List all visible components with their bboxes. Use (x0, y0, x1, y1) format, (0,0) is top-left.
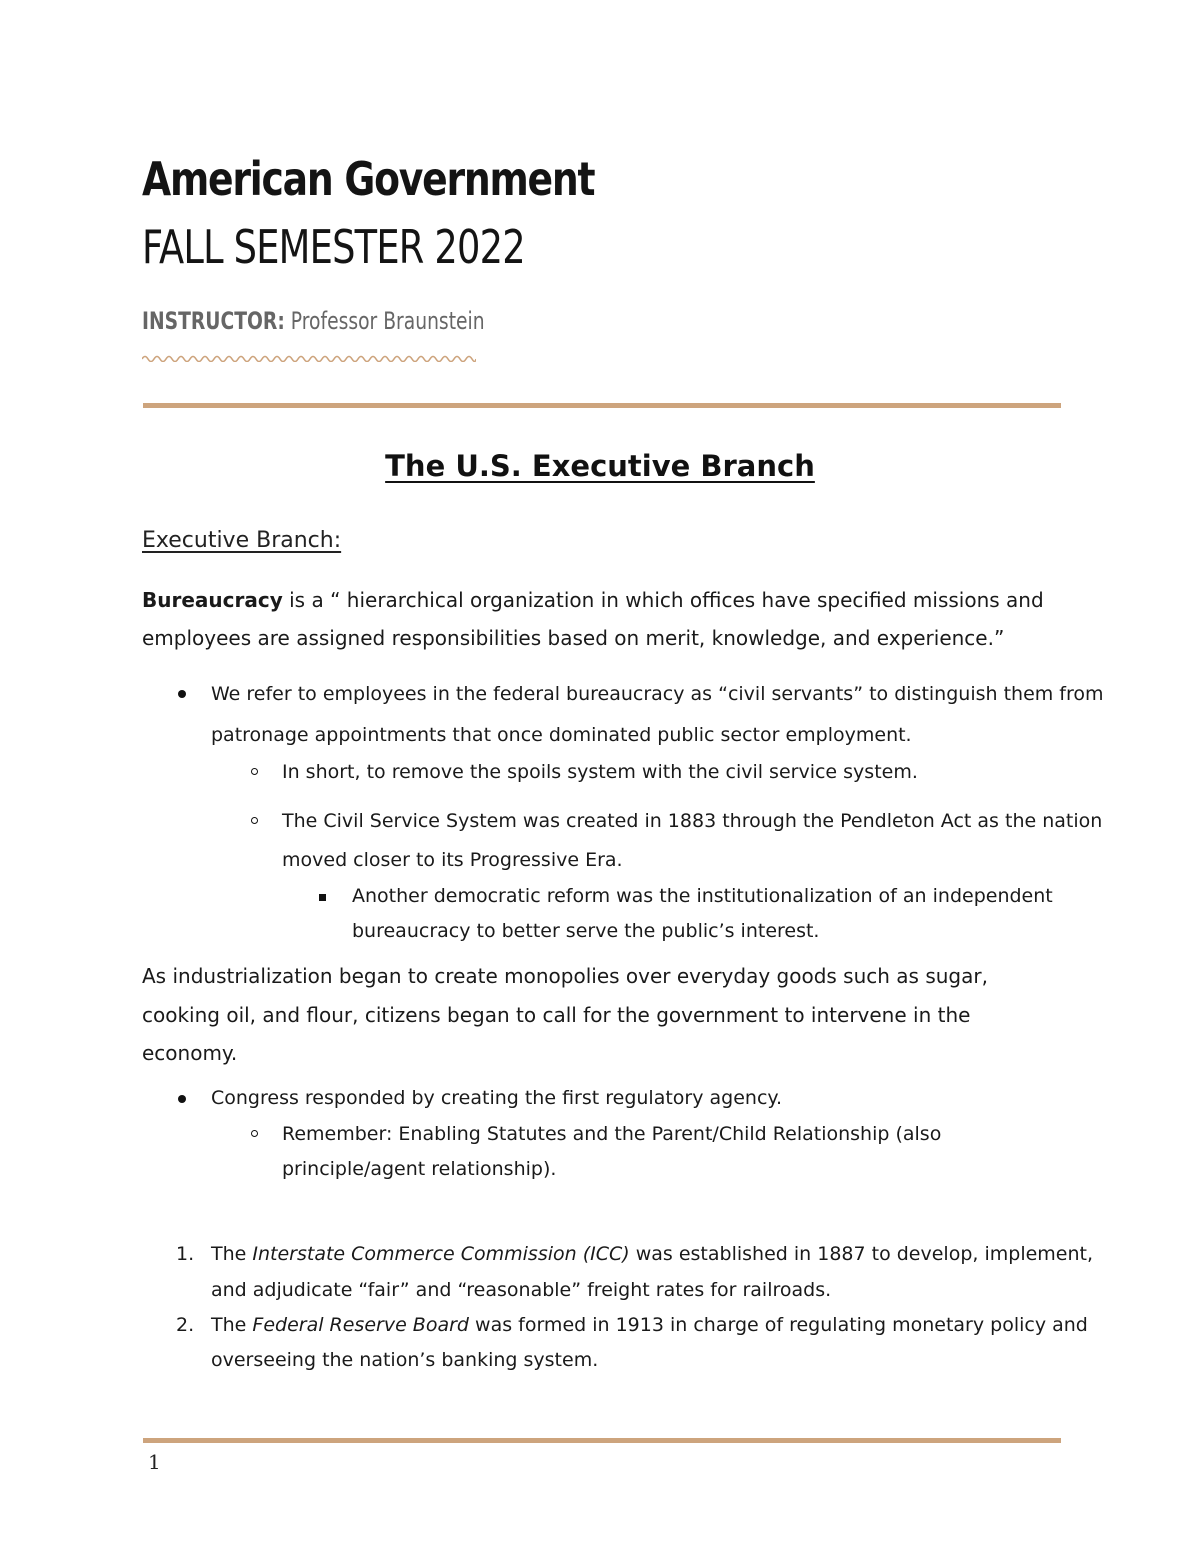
numbered-item-text: was established in 1887 to develop, implement, (629, 1243, 1094, 1265)
list-item-continuation: moved closer to its Progressive Era. (282, 849, 623, 871)
bureaucracy-paragraph-line1 (142, 586, 1044, 614)
bureaucracy-paragraph-line2: employees are assigned responsibilities based on merit, knowledge, and experience.” (142, 626, 1005, 650)
bureaucracy-definition-start: is a “ hierarchical organization in which offices have specified missions and (282, 588, 1044, 612)
section-title: The U.S. Executive Branch (385, 449, 815, 483)
semester-title: FALL SEMESTER 2022 (142, 220, 525, 274)
list-item-continuation: overseeing the nation’s banking system. (211, 1349, 599, 1371)
numbered-item-text: was formed in 1913 in charge of regulating monetary policy and (468, 1314, 1088, 1336)
list-item: The Civil Service System was created in 1883 through the Pendleton Act as the nation (282, 810, 1103, 832)
instructor-label: INSTRUCTOR: (142, 307, 285, 335)
numbered-item-prefix: The (211, 1314, 253, 1336)
hollow-circle-bullet-icon (251, 1130, 258, 1137)
list-item-continuation: and adjudicate “fair” and “reasonable” freight rates for railroads. (211, 1279, 832, 1301)
instructor-line (142, 306, 485, 336)
instructor-name: Professor Braunstein (290, 307, 485, 335)
square-bullet-icon (319, 894, 326, 901)
bottom-accent-rule (143, 1438, 1061, 1443)
hollow-circle-bullet-icon (251, 817, 258, 824)
agency-name-italic: Interstate Commerce Commission (ICC) (252, 1243, 630, 1265)
numbered-list-number: 2. (176, 1314, 195, 1336)
hollow-circle-bullet-icon (251, 768, 258, 775)
list-item: In short, to remove the spoils system with the civil service system. (282, 761, 918, 783)
list-item: Remember: Enabling Statutes and the Parent/Child Relationship (also (282, 1123, 942, 1145)
numbered-item-prefix: The (211, 1243, 253, 1265)
page-number: 1 (148, 1450, 161, 1474)
numbered-list-item (211, 1312, 1088, 1338)
list-item: Another democratic reform was the institutionalization of an independent (352, 885, 1053, 907)
course-title: American Government (142, 152, 595, 206)
list-item-continuation: principle/agent relationship). (282, 1158, 557, 1180)
bureaucracy-term: Bureaucracy (142, 588, 283, 612)
list-item-continuation: bureaucracy to better serve the public’s interest. (352, 920, 820, 942)
list-item-continuation: patronage appointments that once dominated public sector employment. (211, 724, 912, 746)
bullet-dot-icon (178, 1095, 186, 1103)
industrialization-paragraph-line1: As industrialization began to create monopolies over everyday goods such as sugar, (142, 964, 988, 988)
industrialization-paragraph-line3: economy. (142, 1041, 238, 1065)
subheading-executive-branch: Executive Branch: (142, 528, 342, 553)
list-item: We refer to employees in the federal bureaucracy as “civil servants” to distinguish them from (211, 683, 1104, 705)
bullet-dot-icon (178, 690, 186, 698)
top-accent-rule (143, 403, 1061, 408)
agency-name-italic: Federal Reserve Board (252, 1314, 469, 1336)
numbered-list-item (211, 1241, 1093, 1267)
decorative-squiggle-divider (142, 354, 476, 362)
industrialization-paragraph-line2: cooking oil, and flour, citizens began to call for the government to intervene in the (142, 1003, 971, 1027)
list-item: Congress responded by creating the first regulatory agency. (211, 1087, 782, 1109)
numbered-list-number: 1. (176, 1243, 195, 1265)
